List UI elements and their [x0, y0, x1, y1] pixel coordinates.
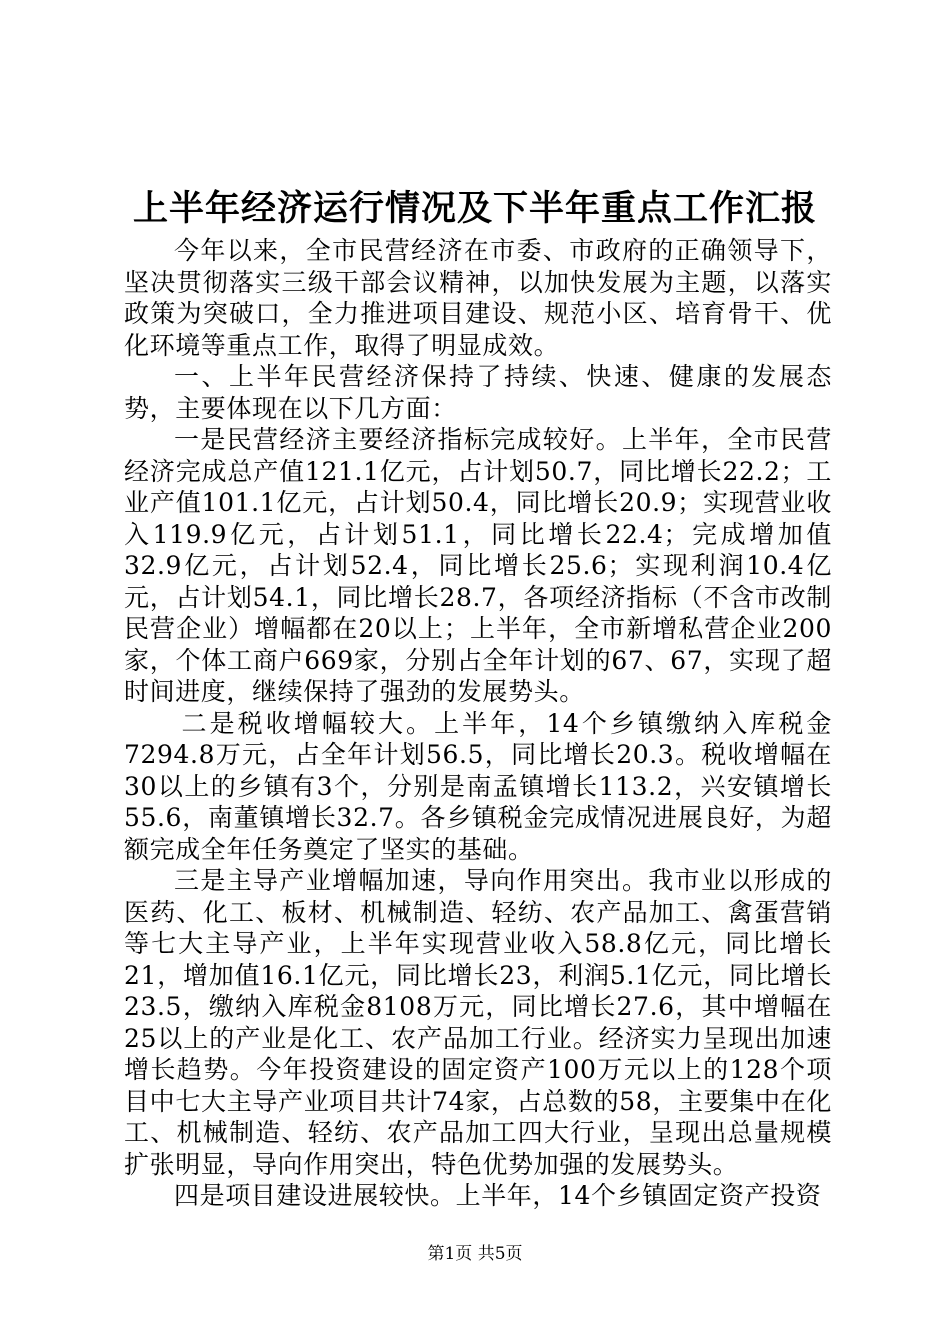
paragraph-project-construction: 四是项目建设进展较快。上半年，14个乡镇固定资产投资 [174, 1181, 822, 1210]
page-number-footer: 第1页 共5页 [427, 1244, 523, 1264]
paragraph-leading-industries: 三是主导产业增幅加速，导向作用突出。我市业以形成的医药、化工、板材、机械制造、轻纺、农产品加工、禽蛋营销等七大主导产业，上半年实现营业收入58.8亿元，同比增长21，增加值16.1亿元，同比增长23，利润5.1亿元，同比增长23.5，缴纳入库税金8108万元，同比增长27.6，其中增幅在25以上的产业是化工、农产品加工行业。经济实力呈现出加速增长趋势。今年投资建设的固定资产100万元以上的128个项目中七大主导产业项目共计74家，占总数的58，主要集中在化工、机械制造、轻纺、农产品加工四大行业，呈现出总量规模扩张明显，导向作用突出，特色优势加强的发展势头。 [124, 866, 832, 1179]
paragraph-section-heading: 一、上半年民营经济保持了持续、快速、健康的发展态势，主要体现在以下几方面： [124, 362, 832, 423]
document-title: 上半年经济运行情况及下半年重点工作汇报 [132, 188, 817, 229]
document-body [124, 235, 832, 1212]
paragraph-tax-growth: 二是税收增幅较大。上半年，14个乡镇缴纳入库税金7294.8万元，占全年计划56.5，同比增长20.3。税收增幅在30以上的乡镇有3个，分别是南孟镇增长113.2，兴安镇增长55.6，南董镇增长32.7。各乡镇税金完成情况进展良好，为超额完成全年任务奠定了坚实的基础。 [124, 708, 832, 864]
paragraph-intro: 今年以来，全市民营经济在市委、市政府的正确领导下，坚决贯彻落实三级干部会议精神，以加快发展为主题，以落实政策为突破口，全力推进项目建设、规范小区、培育骨干、优化环境等重点工作，取得了明显成效。 [124, 236, 832, 360]
paragraph-economic-indicators: 一是民营经济主要经济指标完成较好。上半年，全市民营经济完成总产值121.1亿元，占计划50.7，同比增长22.2；工业产值101.1亿元，占计划50.4，同比增长20.9；实现营业收入119.9亿元，占计划51.1，同比增长22.4；完成增加值32.9亿元，占计划52.4，同比增长25.6；实现利润10.4亿元，占计划54.1，同比增长28.7，各项经济指标（不含市改制民营企业）增幅都在20以上；上半年，全市新增私营企业200家，个体工商户669家，分别占全年计划的67、67，实现了超时间进度，继续保持了强劲的发展势头。 [124, 425, 832, 706]
